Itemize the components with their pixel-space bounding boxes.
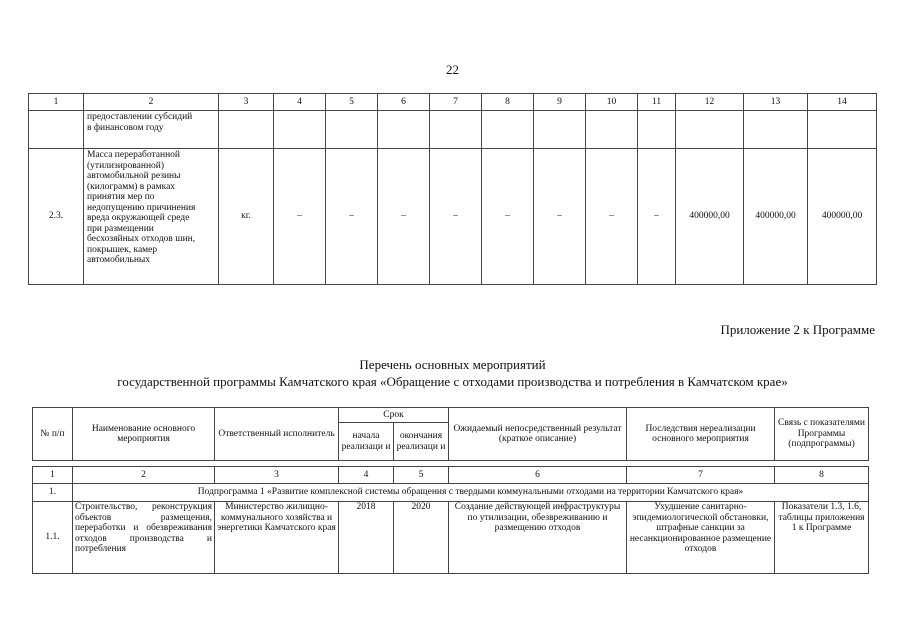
dash-cell: – [430, 149, 482, 285]
page-number: 22 [446, 62, 459, 77]
dash-cell: – [274, 149, 326, 285]
dash-cell: – [326, 149, 378, 285]
value-cell: 400000,00 [744, 149, 808, 285]
value-cell: 400000,00 [808, 149, 877, 285]
indicator-link: Показатели 1.3, 1.6, таблицы приложения 1 к Программе [775, 502, 869, 574]
header-cell: 4 [274, 94, 326, 111]
header-cell: 3 [219, 94, 274, 111]
column-number: 7 [627, 467, 775, 484]
activity-name: Строительство, реконструкция объектов размещения, переработки и обезвреживания отходов производства и потребления [73, 502, 215, 574]
document-title: Перечень основных мероприятий [359, 357, 546, 372]
activities-table-header [32, 407, 869, 461]
header-cell: 7 [430, 94, 482, 111]
column-number: 8 [775, 467, 869, 484]
header-cell: 11 [638, 94, 676, 111]
column-header-consequences: Последствия нереализации основного мероприятия [627, 408, 775, 461]
column-header-name: Наименование основного мероприятия [73, 408, 215, 461]
dash-cell: – [378, 149, 430, 285]
header-cell: 9 [534, 94, 586, 111]
column-header-responsible: Ответственный исполнитель [215, 408, 339, 461]
column-header-num: № п/п [33, 408, 73, 461]
expected-result: Создание действующей инфраструктуры по утилизации, обезвреживанию и размещению отходов [449, 502, 627, 574]
column-header-start: начала реализаци и [339, 423, 394, 461]
table-row [33, 502, 869, 574]
column-header-expected: Ожидаемый непосредственный результат (краткое описание) [449, 408, 627, 461]
table1-header-row [29, 94, 877, 111]
end-year: 2020 [394, 502, 449, 574]
value-cell: 400000,00 [676, 149, 744, 285]
column-header-end: окончания реализаци и [394, 423, 449, 461]
document-subtitle: государственной программы Камчатского края «Обращение с отходами производства и потребления в Камчатском крае» [117, 374, 788, 389]
column-header-link: Связь с показателями Программы (подпрограммы) [775, 408, 869, 461]
subprogram-row [33, 484, 869, 502]
start-year: 2018 [339, 502, 394, 574]
dash-cell: – [638, 149, 676, 285]
appendix-label: Приложение 2 к Программе [720, 322, 875, 337]
table-row [29, 111, 877, 149]
header-cell: 5 [326, 94, 378, 111]
column-number: 1 [33, 467, 73, 484]
column-number: 4 [339, 467, 394, 484]
column-number-row [33, 467, 869, 484]
row-number: 1.1. [33, 502, 73, 574]
activities-table [32, 466, 869, 574]
responsible-executor: Министерство жилищно-коммунального хозяйства и энергетики Камчатского края [215, 502, 339, 574]
column-number: 6 [449, 467, 627, 484]
column-number: 3 [215, 467, 339, 484]
header-cell: 12 [676, 94, 744, 111]
dash-cell: – [586, 149, 638, 285]
subprogram-title: Подпрограмма 1 «Развитие комплексной системы обращения с твердыми коммунальными отходами на территории Камчатского края» [73, 484, 869, 502]
header-cell: 13 [744, 94, 808, 111]
header-cell: 10 [586, 94, 638, 111]
header-cell: 8 [482, 94, 534, 111]
dash-cell: – [482, 149, 534, 285]
column-header-term: Срок [339, 408, 449, 423]
header-cell: 1 [29, 94, 84, 111]
indicators-table [28, 93, 877, 285]
non-implementation-consequences: Ухудшение санитарно-эпидемиологической обстановки, штрафные санкции за несанкционированное размещение отходов [627, 502, 775, 574]
header-cell: 2 [84, 94, 219, 111]
dash-cell: – [534, 149, 586, 285]
table-row [29, 149, 877, 285]
header-cell: 6 [378, 94, 430, 111]
indicator-description: предоставлении субсидий в финансовом году [84, 111, 219, 149]
row-number: 1. [33, 484, 73, 502]
header-cell: 14 [808, 94, 877, 111]
unit-cell: кг. [219, 149, 274, 285]
row-number: 2.3. [29, 149, 84, 285]
column-number: 5 [394, 467, 449, 484]
column-number: 2 [73, 467, 215, 484]
indicator-description: Масса переработанной (утилизированной) автомобильной резины (килограмм) в рамках принятия мер по недопущению причинения вреда окружающей среде при размещении бесхозяйных отходов шин, покрышек, камер автомобильных [84, 149, 219, 285]
